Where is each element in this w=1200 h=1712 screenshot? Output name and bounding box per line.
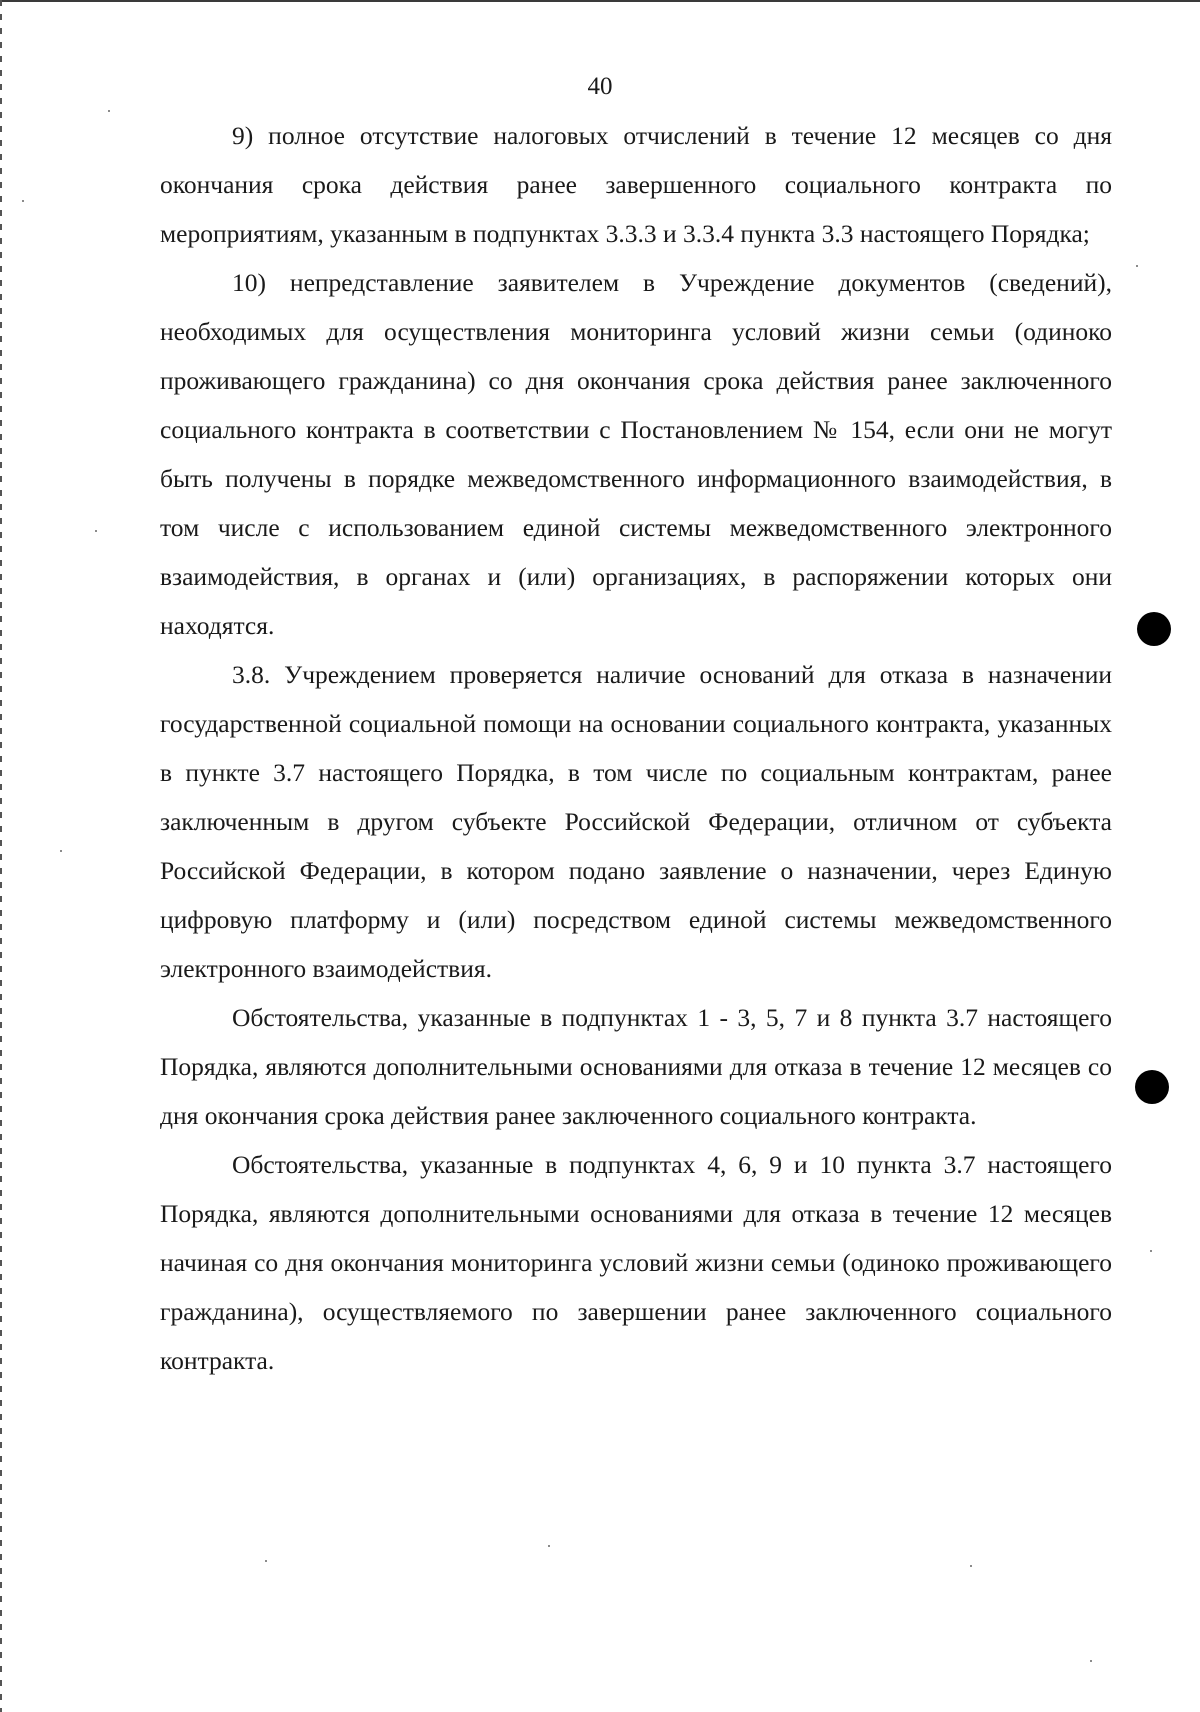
scan-speck [1150, 1250, 1152, 1252]
paragraph-item-9: 9) полное отсутствие налоговых отчислений в течение 12 месяцев со дня окончания срока действия ранее завершенного социального контракта по мероприятиям, указанным в подпунктах 3.3.3 и 3.3.4 пункта 3.3 настоящего Порядка; [160, 121, 1112, 248]
scan-speck [95, 530, 97, 532]
punch-hole-mark [1135, 1070, 1169, 1104]
scan-speck [265, 1560, 267, 1562]
scan-speck [548, 1545, 550, 1547]
paragraph-circumstances-2: Обстоятельства, указанные в подпунктах 4, 6, 9 и 10 пункта 3.7 настоящего Порядка, являются дополнительными основаниями для отказа в течение 12 месяцев начиная со дня окончания мониторинга условий жизни семьи (одиноко проживающего гражданина), осуществляемого по завершении ранее заключенного социального контракта. [160, 1150, 1112, 1375]
scan-speck [1136, 265, 1138, 267]
scan-left-edge [0, 0, 2, 1712]
scan-top-edge [0, 0, 1200, 2]
page-number: 40 [587, 73, 613, 100]
paragraph-item-10: 10) непредставление заявителем в Учреждение документов (сведений), необходимых для осуществления мониторинга условий жизни семьи (одиноко проживающего гражданина) со дня окончания срока действия ранее заключенного социального контракта в соответствии с Постановлением № 154, если они не могут быть получены в порядке межведомственного информационного взаимодействия, в том числе с использованием единой системы межведомственного электронного взаимодействия, в органах и (или) организациях, в распоряжении которых они находятся. [160, 268, 1112, 640]
scan-speck [60, 850, 62, 852]
scan-speck [108, 110, 110, 112]
paragraph-clause-3-8: 3.8. Учреждением проверяется наличие оснований для отказа в назначении государственной социальной помощи на основании социального контракта, указанных в пункте 3.7 настоящего Порядка, в том числе по социальным контрактам, ранее заключенным в другом субъекте Российской Федерации, отличном от субъекта Российской Федерации, в котором подано заявление о назначении, через Единую цифровую платформу и (или) посредством единой системы межведомственного электронного взаимодействия. [160, 660, 1112, 983]
scan-speck [1090, 1660, 1092, 1662]
document-body [160, 111, 1112, 1385]
punch-hole-mark [1137, 612, 1171, 646]
scan-speck [970, 1565, 972, 1567]
scan-speck [22, 200, 24, 202]
paragraph-circumstances-1: Обстоятельства, указанные в подпунктах 1 - 3, 5, 7 и 8 пункта 3.7 настоящего Порядка, являются дополнительными основаниями для отказа в течение 12 месяцев со дня окончания срока действия ранее заключенного социального контракта. [160, 1003, 1112, 1130]
